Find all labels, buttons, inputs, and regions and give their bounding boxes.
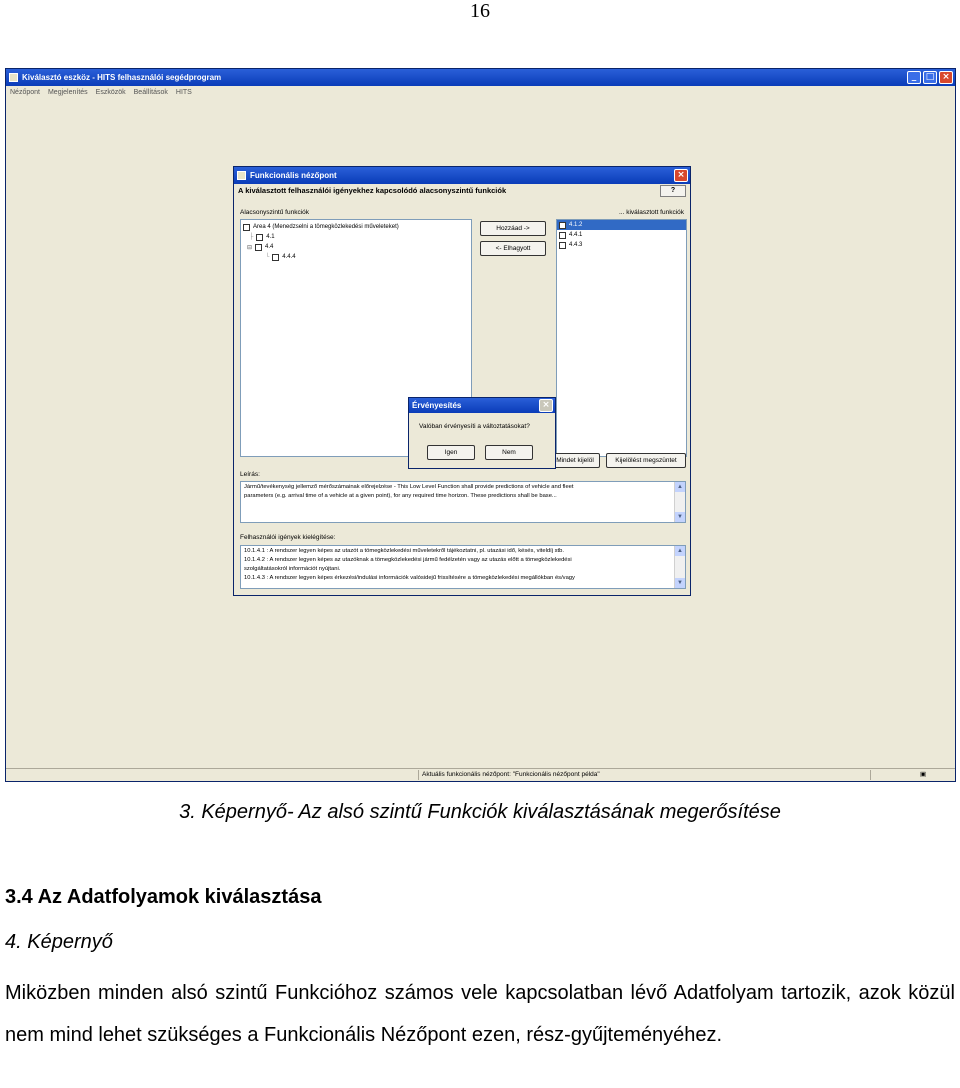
confirm-dialog bbox=[408, 397, 556, 469]
tree-item-area4[interactable]: Area 4 (Menedzselni a tömegközlekedési műveleteket) bbox=[243, 222, 469, 232]
checkbox[interactable] bbox=[272, 254, 279, 261]
confirm-close-icon[interactable]: × bbox=[539, 399, 553, 412]
low-level-functions-label: Alacsonyszintű funkciók bbox=[240, 209, 310, 216]
close-icon[interactable]: × bbox=[939, 71, 953, 84]
user-needs-label: Felhasználói igények kielégítése: bbox=[240, 534, 336, 541]
dialog-title: Funkcionális nézőpont bbox=[250, 171, 337, 180]
confirm-titlebar bbox=[409, 398, 555, 413]
description-label: Leírás: bbox=[240, 471, 260, 478]
body-paragraph: Miközben minden alsó szintű Funkcióhoz számos vele kapcsolatban lévő Adatfolyam tartozik, azok közül nem mind lehet szükséges a Funkcionális Nézőpont ezen, rész-gyűjteményéhez. bbox=[5, 982, 955, 1046]
selected-item[interactable]: 4.1.2 bbox=[557, 220, 686, 230]
tree-item-4-4-4[interactable]: └ 4.4.4 bbox=[265, 254, 296, 260]
tree-item-4-4[interactable]: ⊟ 4.4 bbox=[247, 244, 274, 251]
minimize-icon[interactable]: _ bbox=[907, 71, 921, 84]
scroll-down-icon[interactable]: ▼ bbox=[675, 578, 685, 588]
description-box[interactable]: Jármű/tevékenység jellemző mérőszámainak előrejelzése - This Low Level Function shall provide predictions of vehicle and fleet parameters (e.g. arrival time of a vehicle at a given point), for any required time horizon. These predictions shall be base... ▲ ▼ bbox=[240, 481, 686, 523]
scroll-up-icon[interactable]: ▲ bbox=[675, 482, 685, 492]
scroll-up-icon[interactable]: ▲ bbox=[675, 546, 685, 556]
confirm-message: Valóban érvényesíti a változtatásokat? bbox=[419, 423, 530, 430]
user-needs-box[interactable]: 10.1.4.1 : A rendszer legyen képes az utazót a tömegközlekedési műveletekről tájékoztatni, pl. utazási idő, késés, viteldíj stb. 10.1.4.2 : A rendszer legyen képes az utazóknak a tömegközlekedési jármű fedélzetén vagy az utazás előtt a tömegközlekedési szolgáltatásokról információt nyújtani. 10.1.4.3 : A rendszer legyen képes érkezési/indulási információk valósidejű frissítésére a tömegközlekedési megállókban és/vagy ▲ ▼ bbox=[240, 545, 686, 589]
status-text: Aktuális funkcionális nézőpont: "Funkcionális nézőpont példa" bbox=[418, 770, 870, 780]
add-button[interactable]: Hozzáad -> bbox=[480, 221, 546, 236]
dialog-close-icon[interactable]: × bbox=[674, 169, 688, 182]
app-statusbar bbox=[6, 768, 955, 781]
dialog-subtitle: A kiválasztott felhasználói igényekhez kapcsolódó alacsonyszintű funkciók bbox=[238, 186, 507, 195]
no-button[interactable]: Nem bbox=[485, 445, 533, 460]
section-heading: 3.4 Az Adatfolyamok kiválasztása bbox=[5, 886, 322, 908]
menu-eszkozok[interactable]: Eszközök bbox=[95, 88, 126, 96]
checkbox[interactable] bbox=[255, 244, 262, 251]
select-all-button[interactable]: Mindet kijelöl bbox=[550, 453, 600, 468]
collapse-icon[interactable]: ⊟ bbox=[247, 244, 253, 251]
help-button[interactable]: ? bbox=[660, 185, 686, 197]
menu-megjelenites[interactable]: Megjelenítés bbox=[47, 88, 88, 96]
checkbox[interactable] bbox=[256, 234, 263, 241]
selected-functions-label: ... kiválasztott funkciók bbox=[619, 209, 685, 216]
functional-viewpoint-dialog bbox=[233, 166, 691, 596]
status-icon: ▣ bbox=[920, 771, 927, 778]
app-icon bbox=[9, 73, 18, 82]
clear-selection-button[interactable]: Kijelölést megszüntet bbox=[606, 453, 686, 468]
screen-label: 4. Képernyő bbox=[5, 931, 113, 953]
checkbox[interactable] bbox=[243, 224, 250, 231]
selected-item[interactable]: 4.4.3 bbox=[557, 240, 686, 250]
selected-item[interactable]: 4.4.1 bbox=[557, 230, 686, 240]
remove-button[interactable]: <- Elhagyott bbox=[480, 241, 546, 256]
app-title: Kiválasztó eszköz - HITS felhasználói segédprogram bbox=[22, 73, 222, 82]
maximize-icon[interactable]: □ bbox=[923, 71, 937, 84]
description-scrollbar[interactable] bbox=[674, 482, 685, 522]
selected-functions-list[interactable] bbox=[556, 219, 687, 457]
yes-button[interactable]: Igen bbox=[427, 445, 475, 460]
figure-caption: 3. Képernyő- Az alsó szintű Funkciók kiválasztásának megerősítése bbox=[179, 801, 781, 823]
app-menubar bbox=[6, 86, 955, 98]
user-needs-scrollbar[interactable] bbox=[674, 546, 685, 588]
menu-hits[interactable]: HITS bbox=[175, 88, 192, 96]
page-number: 16 bbox=[470, 0, 490, 22]
menu-nezopont[interactable]: Nézőpont bbox=[10, 88, 40, 96]
confirm-title: Érvényesítés bbox=[412, 401, 462, 410]
app-titlebar bbox=[6, 69, 955, 86]
dialog-icon bbox=[237, 171, 246, 180]
menu-beallitasok[interactable]: Beállítások bbox=[133, 88, 168, 96]
dialog-titlebar bbox=[234, 167, 690, 184]
scroll-down-icon[interactable]: ▼ bbox=[675, 512, 685, 522]
tree-item-4-1[interactable]: ├ 4.1 bbox=[249, 234, 275, 240]
dialog-subtitle-bar bbox=[234, 184, 690, 197]
